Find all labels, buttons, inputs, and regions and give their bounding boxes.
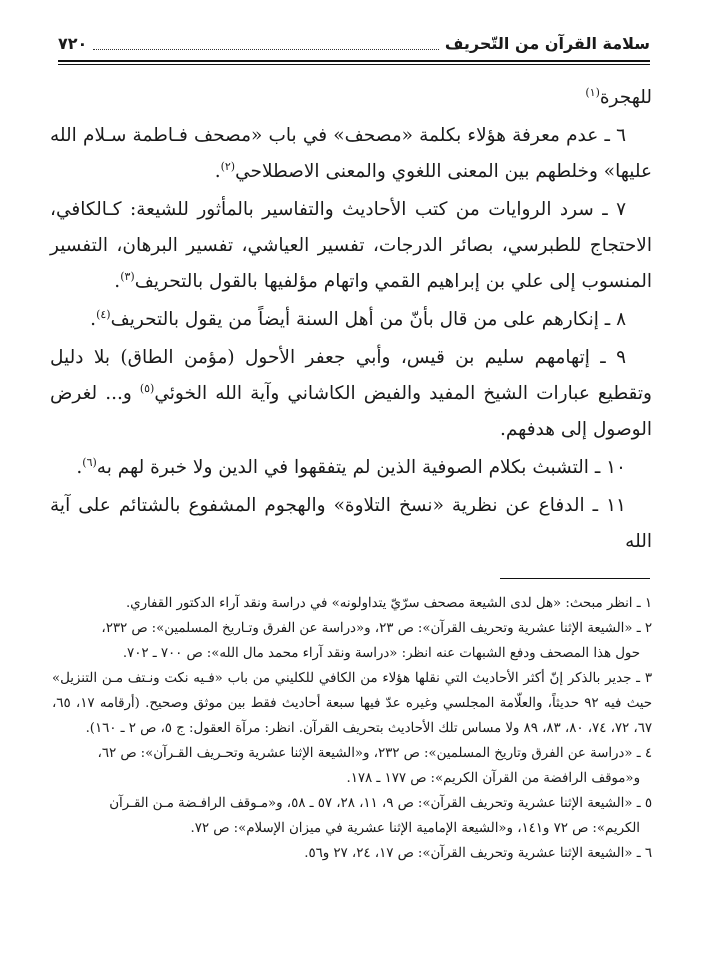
paragraph-continuation: [50, 80, 652, 116]
list-item: [50, 192, 652, 300]
paragraph-text: ٨ ـ إنكارهم على من قال بأنّ من أهل السنة أيضاً من يقول بالتحريف: [110, 309, 626, 330]
footnote-text: ٤ ـ «دراسة عن الفرق وتاريخ المسلمين»: ص ٢٣٢، و«الشيعة الإثنا عشرية وتحـريف القـرآن»: ص ٦٢،: [97, 746, 652, 761]
page-number: ٧٢٠: [58, 33, 88, 53]
footnote-ref[interactable]: (٥): [139, 381, 155, 395]
footnote: [52, 591, 652, 616]
footnote-ref[interactable]: (٤): [96, 307, 111, 321]
paragraph-tail: .: [214, 161, 221, 182]
footnote-text-continued: و«موقف الرافضة من القرآن الكريم»: ص ١٧٧ ـ ١٧٨.: [346, 771, 640, 786]
footnote-ref[interactable]: (٦): [82, 455, 97, 469]
paragraph-text: ١٠ ـ التشبث بكلام الصوفية الذين لم يتفقهوا في الدين ولا خبرة لهم به: [96, 457, 626, 478]
footnote-text: ٣ ـ جدير بالذكر إنّ أكثر الأحاديث التي نقلها هؤلاء من الكافي للكليني من باب «فـيه نكت ونـتف مـن التنزيل» حيث فيه ٩٢ حديثاً، والعلّامة المجلسي وغيره عدّ فيها سبعة أحاديث فقط بين موثق وصحيح. (أرقامه ١٧، ٦٥، ٦٧، ٧٢، ٧٤، ٨٠، ٨٣، ٨٩ ولا مساس تلك الأحاديث بتحريف القرآن. انظر: مرآة العقول: ج ٥، ص ٢ ـ ١٦٠).: [52, 671, 652, 736]
paragraph-text: ٩ ـ إتهامهم سليم بن قيس، وأبي جعفر الأحول (مؤمن الطاق) بلا دليل وتقطيع عبارات الشيخ المفيد والفيض الكاشاني وآية الله الخوئي: [50, 347, 652, 404]
list-item: [50, 118, 652, 190]
footnote: [52, 666, 652, 741]
header-rule: [58, 60, 650, 62]
footnote-text: ٥ ـ «الشيعة الإثنا عشرية وتحريف القرآن»: ص ٩، ١١، ٢٨، ٥٧ ـ ٥٨، و«مـوقف الرافـضة مـن القـرآن: [109, 796, 652, 811]
footnote-text-continued: الكريم»: ص ٧٢ و١٤١، و«الشيعة الإمامية الإثنا عشرية في ميزان الإسلام»: ص ٧٢.: [190, 821, 640, 836]
footnote: [52, 791, 652, 841]
footnote: [52, 841, 652, 866]
footnote-ref[interactable]: (١): [585, 85, 600, 99]
list-item: [50, 340, 652, 448]
header-rule-thin: [58, 64, 650, 65]
paragraph-text: ٧ ـ سرد الروايات من كتب الأحاديث والتفاسير بالمأثور للشيعة: كـالكافي، الاحتجاج للطبرسي، بصائر الدرجات، تفسير العياشي، تفسير البرهان، التفسير المنسوب إلى علي بن إبراهيم القمي واتهام مؤلفيها بالقول بالتحريف: [50, 199, 652, 292]
paragraph-tail: .: [90, 309, 97, 330]
list-item: [50, 488, 652, 560]
footnote-text-continued: حول هذا المصحف ودفع الشبهات عنه انظر: «دراسة ونقد آراء محمد مال الله»: ص ٧٠٠ ـ ٧٠٢.: [122, 646, 640, 661]
footnote-text: ١ ـ انظر مبحث: «هل لدى الشيعة مصحف سرّيّ يتداولونه» في دراسة ونقد آراء الدكتور القفاري.: [125, 596, 652, 611]
footnotes: [52, 591, 652, 866]
footnote: [52, 616, 652, 666]
paragraph-text: ١١ ـ الدفاع عن نظرية «نسخ التلاوة» والهجوم المشفوع بالشتائم على آية الله: [50, 495, 652, 552]
paragraph-text: ٦ ـ عدم معرفة هؤلاء بكلمة «مصحف» في باب «مصحف فـاطمة سـلام الله عليها» وخلطهم بين المعنى اللغوي والمعنى الاصطلاحي: [50, 125, 652, 182]
running-header: [58, 30, 650, 56]
paragraph-tail: .: [76, 457, 83, 478]
footnote-text: ٢ ـ «الشيعة الإثنا عشرية وتحريف القرآن»: ص ٢٣، و«دراسة عن الفرق وتـاريخ المسلمين»: ص ٢٣٢،: [101, 621, 652, 636]
footnote-separator: [500, 578, 650, 579]
main-text: [50, 80, 652, 562]
list-item: [50, 450, 652, 486]
paragraph-text: للهجرة: [599, 87, 652, 108]
paragraph-tail: و... لغرض الوصول إلى هدفهم.: [50, 383, 652, 440]
paragraph-tail: .: [114, 271, 121, 292]
footnote-ref[interactable]: (٣): [120, 269, 135, 283]
header-title: سلامة القرآن من التّحريف: [444, 33, 650, 53]
footnote-text: ٦ ـ «الشيعة الإثنا عشرية وتحريف القرآن»: ص ١٧، ٢٤، ٢٧ و٥٦.: [304, 846, 652, 861]
footnote: [52, 741, 652, 791]
list-item: [50, 302, 652, 338]
header-dot-leader: [93, 37, 439, 50]
footnote-ref[interactable]: (٢): [220, 159, 236, 173]
